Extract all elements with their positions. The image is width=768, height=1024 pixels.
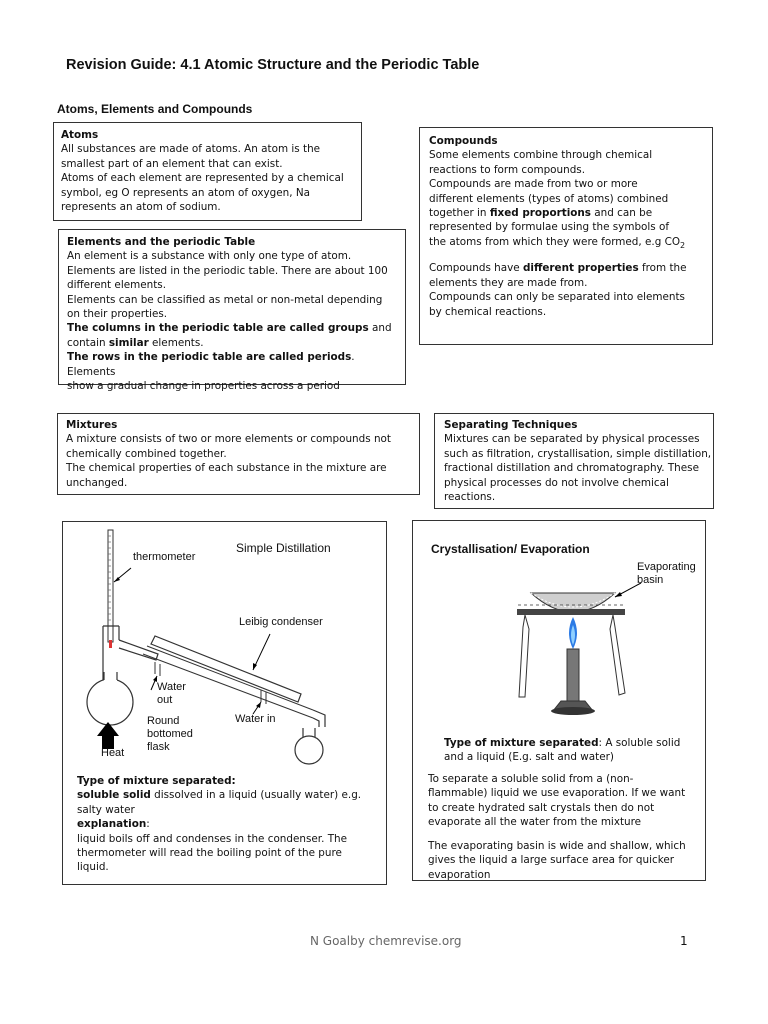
compounds-line: [429, 261, 712, 275]
fixed-a: together in: [429, 207, 490, 220]
atoms-line: All substances are made of atoms. An atom is the: [61, 143, 321, 156]
mixtures-line: unchanged.: [66, 476, 128, 489]
mixtures-line: A mixture consists of two or more elements or compounds not: [66, 433, 391, 446]
distillation-line: [77, 788, 382, 802]
cryst-line: gives the liquid a large surface area for quicker: [428, 854, 675, 867]
separating-heading: Separating Techniques: [444, 419, 578, 431]
co2-subscript: 2: [680, 240, 686, 250]
cryst-line: evaporation: [428, 868, 491, 881]
page-number: 1: [680, 934, 688, 948]
distillation-line: salty water: [77, 803, 135, 816]
separating-box: [434, 413, 714, 509]
water-out-pipe-icon: [155, 662, 160, 676]
explanation-colon: :: [146, 818, 150, 831]
explanation-heading: explanation: [77, 818, 147, 831]
elements-line: on their properties.: [67, 308, 168, 321]
elements-line: An element is a substance with only one type of atom.: [67, 250, 352, 263]
flask-label-1: Round: [147, 715, 180, 727]
compounds-line: Compounds can only be separated into elements: [429, 291, 685, 304]
compounds-line: different elements (types of atoms) combined: [429, 192, 669, 205]
fixed-c: and can be: [591, 207, 653, 220]
cryst-type-rest: : A soluble solid: [598, 737, 681, 749]
compounds-line: by chemical reactions.: [429, 305, 547, 318]
separating-line: fractional distillation and chromatography. These: [444, 462, 699, 475]
bunsen-burner-icon: [567, 649, 579, 701]
elements-line: Elements can be classified as metal or non-metal depending: [67, 293, 383, 306]
tripod-icon: [517, 609, 625, 615]
water-out-label-1: Water: [157, 681, 186, 693]
heat-arrow-icon: [97, 722, 119, 749]
distillation-line: liquid boils off and condenses in the condenser. The: [77, 832, 348, 845]
cryst-type-line: [444, 736, 704, 750]
condenser-label: Leibig condenser: [239, 616, 323, 628]
similar-bold: similar: [108, 336, 149, 349]
elements-line: [67, 336, 405, 350]
separating-line: Mixtures can be separated by physical processes: [444, 433, 700, 446]
similar-a: contain: [67, 336, 109, 349]
diffprop-a: Compounds have: [429, 262, 523, 275]
heat-label: Heat: [101, 747, 125, 759]
crystallisation-type: [444, 736, 704, 765]
cryst-line: To separate a soluble solid from a (non-: [428, 773, 634, 785]
compounds-line: Some elements combine through chemical: [429, 149, 653, 162]
thermometer-label: thermometer: [133, 551, 196, 563]
atoms-heading: Atoms: [61, 129, 99, 141]
elements-heading: Elements and the periodic Table: [67, 236, 256, 248]
similar-c: elements.: [148, 336, 204, 349]
compounds-line: [429, 206, 712, 220]
periods-rest: . Elements: [67, 351, 355, 378]
cryst-line: The evaporating basin is wide and shallow, which: [428, 840, 686, 852]
atoms-line: symbol, eg O represents an atom of oxygen, Na: [61, 186, 311, 199]
compounds-line: elements they are made from.: [429, 276, 588, 289]
compounds-line: represented by formulae using the symbols of: [429, 221, 670, 234]
footer-credit: N Goalby chemrevise.org: [310, 934, 462, 948]
mixtures-line: The chemical properties of each substance in the mixture are: [66, 462, 387, 475]
elements-line: different elements.: [67, 279, 166, 292]
atoms-line: Atoms of each element are represented by a chemical: [61, 172, 344, 185]
thermometer-icon: [108, 530, 113, 642]
elements-line-periods: [67, 350, 405, 379]
distillation-line: [77, 817, 382, 831]
separating-line: reactions.: [444, 491, 496, 504]
diffprop-bold: different properties: [522, 262, 639, 275]
round-flask-icon: [87, 679, 133, 725]
crystallisation-para-1: [428, 772, 703, 830]
distillation-text: [77, 774, 382, 875]
cryst-type-line: and a liquid (E.g. salt and water): [444, 751, 614, 764]
co2-text: the atoms from which they were formed, e.g CO: [429, 235, 681, 248]
elements-line-groups: [67, 321, 405, 335]
spacer: [429, 253, 712, 261]
page-title: Revision Guide: 4.1 Atomic Structure and the Periodic Table: [66, 57, 480, 73]
compounds-line: reactions to form compounds.: [429, 163, 586, 176]
receiving-flask-icon: [295, 736, 323, 764]
flask-label-2: bottomed: [147, 728, 193, 740]
elements-line: Elements are listed in the periodic table. There are about 100: [67, 264, 388, 277]
crystallisation-para-2: [428, 839, 703, 882]
distillation-type-heading: Type of mixture separated:: [77, 775, 236, 787]
water-out-label-2: out: [157, 694, 173, 706]
elements-box: [58, 229, 406, 393]
fixed-bold: fixed proportions: [489, 207, 591, 220]
thermometer-bulb-icon: [109, 640, 112, 648]
crystallisation-panel: [412, 520, 706, 881]
elements-line: show a gradual change in properties across a period: [67, 380, 340, 393]
groups-bold: The columns in the periodic table are called groups: [67, 322, 369, 335]
section-heading: Atoms, Elements and Compounds: [57, 102, 253, 116]
basin-label-1: Evaporating: [637, 561, 696, 573]
compounds-heading: Compounds: [429, 135, 498, 147]
distillation-line: thermometer will read the boiling point of the pure: [77, 847, 342, 860]
mixtures-heading: Mixtures: [66, 419, 118, 431]
distillation-title: Simple Distillation: [236, 541, 331, 555]
distillation-panel: [62, 521, 387, 885]
mixtures-line: chemically combined together.: [66, 447, 227, 460]
soluble-rest: dissolved in a liquid (usually water) e.g.: [150, 789, 362, 802]
atoms-line: smallest part of an element that can exist.: [61, 157, 283, 170]
atoms-line: represents an atom of sodium.: [61, 201, 221, 214]
separating-line: such as filtration, crystallisation, simple distillation,: [444, 447, 712, 460]
diffprop-c: from the: [638, 262, 687, 275]
compounds-line: [429, 235, 712, 253]
groups-rest: and: [368, 322, 392, 335]
water-in-label: Water in: [235, 713, 276, 725]
atoms-box: [53, 122, 362, 221]
mixtures-box: [57, 413, 420, 495]
separating-line: physical processes do not involve chemical: [444, 476, 669, 489]
periods-bold: The rows in the periodic table are called periods: [67, 351, 352, 364]
cryst-line: flammable) liquid we use evaporation. If we want: [428, 787, 686, 800]
cryst-type-bold: Type of mixture separated: [444, 737, 599, 749]
compounds-line: Compounds are made from two or more: [429, 178, 638, 191]
flask-label-3: flask: [147, 741, 170, 753]
cryst-line: to create hydrated salt crystals then do not: [428, 801, 655, 814]
soluble-bold: soluble solid: [77, 789, 151, 802]
compounds-box: [419, 127, 713, 345]
distillation-line: liquid.: [77, 861, 109, 874]
crystallisation-title: Crystallisation/ Evaporation: [431, 542, 590, 556]
basin-label-2: basin: [637, 574, 664, 586]
cryst-line: evaporate all the water from the mixture: [428, 816, 642, 829]
